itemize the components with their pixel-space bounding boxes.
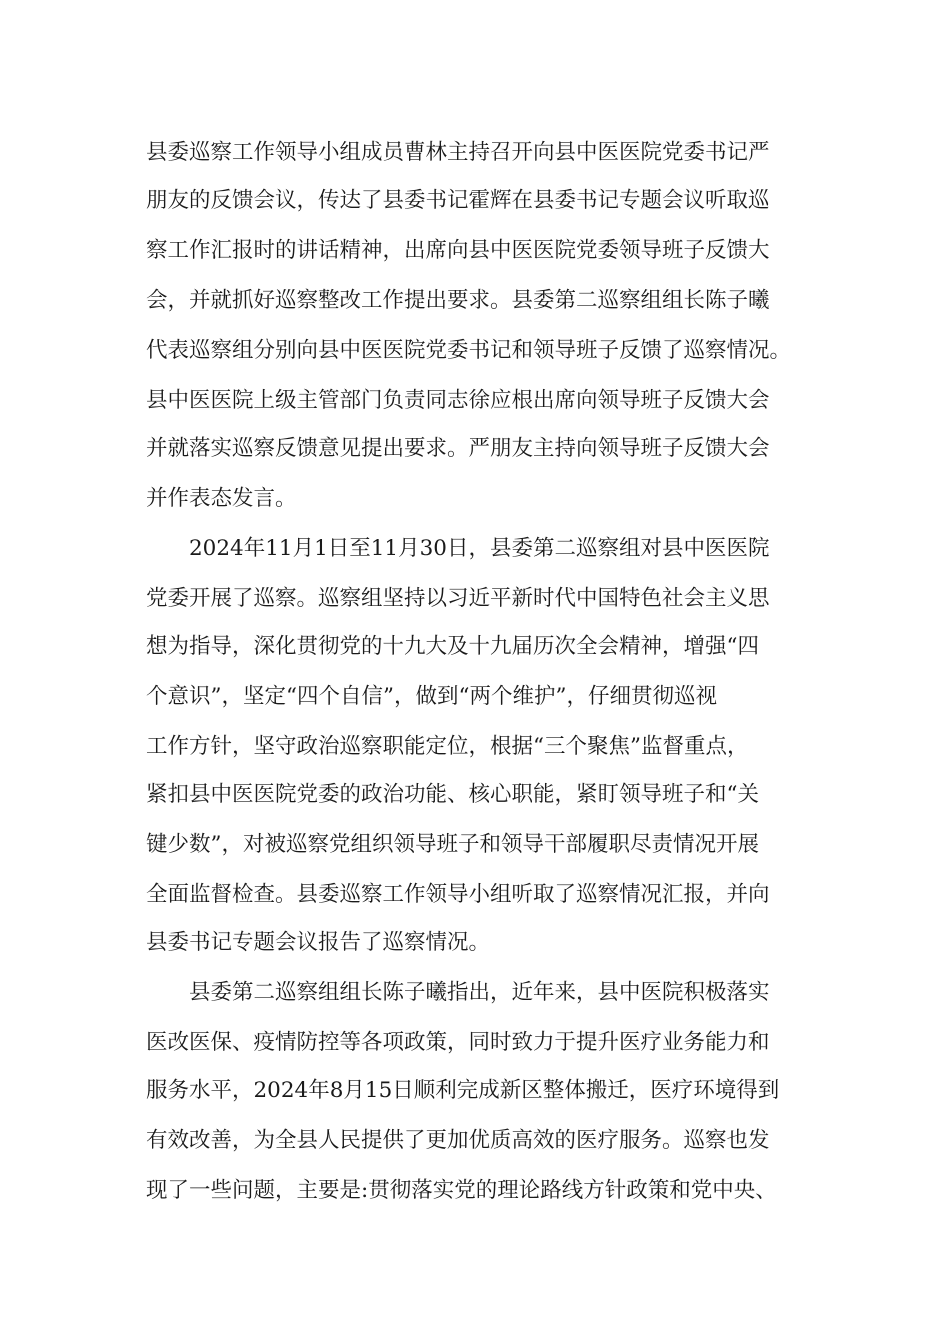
text-line: 会，并就抓好巡察整改工作提出要求。县委第二巡察组组长陈子曦 [146, 288, 770, 313]
text-line: 并就落实巡察反馈意见提出要求。严朋友主持向领导班子反馈大会 [146, 436, 770, 461]
text-line: 想为指导，深化贯彻党的十九大及十九届历次全会精神，增强“四 [146, 634, 759, 659]
text-line: 县中医医院上级主管部门负责同志徐应根出席向领导班子反馈大会 [146, 388, 770, 413]
text-line: 现了一些问题，主要是:贯彻落实党的理论路线方针政策和党中央、 [146, 1178, 777, 1203]
text-line: 县委巡察工作领导小组成员曹林主持召开向县中医医院党委书记严 [146, 140, 770, 165]
text-line: 医改医保、疫情防控等各项政策，同时致力于提升医疗业务能力和 [146, 1030, 770, 1055]
text-line: 紧扣县中医医院党委的政治功能、核心职能，紧盯领导班子和“关 [146, 782, 759, 807]
text-line: 察工作汇报时的讲话精神，出席向县中医医院党委领导班子反馈大 [146, 238, 770, 263]
paragraph-start-line: 2024年11月1日至11月30日，县委第二巡察组对县中医医院 [189, 536, 770, 561]
text-line: 全面监督检查。县委巡察工作领导小组听取了巡察情况汇报，并向 [146, 882, 770, 907]
text-line: 党委开展了巡察。巡察组坚持以习近平新时代中国特色社会主义思 [146, 586, 770, 611]
paragraph-start-line: 县委第二巡察组组长陈子曦指出，近年来，县中医院积极落实 [189, 980, 770, 1005]
text-line: 个意识”，坚定“四个自信”，做到“两个维护”，仔细贯彻巡视 [146, 684, 717, 709]
text-line: 有效改善，为全县人民提供了更加优质高效的医疗服务。巡察也发 [146, 1128, 770, 1153]
text-line: 代表巡察组分别向县中医医院党委书记和领导班子反馈了巡察情况。 [146, 338, 792, 363]
text-line: 县委书记专题会议报告了巡察情况。 [146, 930, 491, 955]
text-line: 朋友的反馈会议，传达了县委书记霍辉在县委书记专题会议听取巡 [146, 188, 770, 213]
text-line: 键少数”，对被巡察党组织领导班子和领导干部履职尽责情况开展 [146, 832, 759, 857]
text-line: 工作方针，坚守政治巡察职能定位，根据“三个聚焦”监督重点， [146, 734, 749, 759]
text-line: 服务水平，2024年8月15日顺利完成新区整体搬迁，医疗环境得到 [146, 1078, 780, 1103]
text-line: 并作表态发言。 [146, 486, 297, 511]
